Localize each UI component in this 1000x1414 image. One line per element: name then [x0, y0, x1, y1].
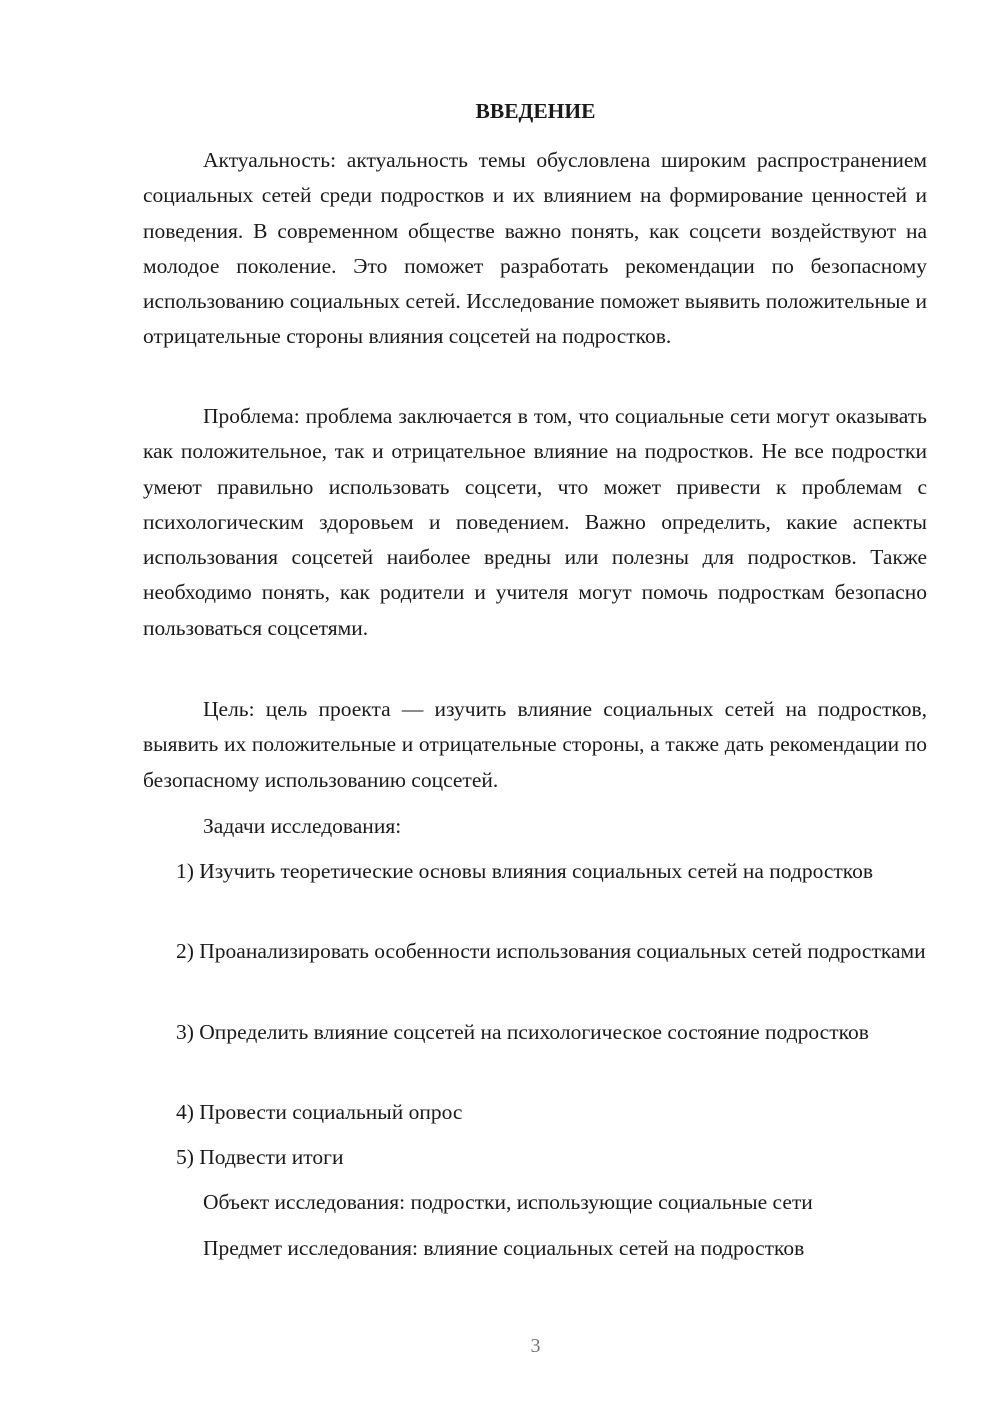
relevance-paragraph: Актуальность: актуальность темы обусловлена широким распространением социальных сетей среди подростков и их влиянием на формирование ценностей и поведения. В современном обществе важно понять, как соцсети воздействуют на молодое поколение. Это поможет разработать рекомендации по безопасному использованию социальных сетей. Исследование поможет выявить положительные и отрицательные стороны влияния соцсетей на подростков. — [143, 148, 927, 349]
task-item-2: 2) Проанализировать особенности использования социальных сетей подростками — [176, 939, 926, 963]
task-item-5: 5) Подвести итоги — [176, 1145, 344, 1169]
task-item-3: 3) Определить влияние соцсетей на психологическое состояние подростков — [176, 1020, 869, 1044]
section-heading: ВВЕДЕНИЕ — [475, 99, 596, 123]
problem-paragraph: Проблема: проблема заключается в том, что социальные сети могут оказывать как положительное, так и отрицательное влияние на подростков. Не все подростки умеют правильно использовать соцсети, что может привести к проблемам с психологическим здоровьем и поведением. Важно определить, какие аспекты использования соцсетей наиболее вредны или полезны для подростков. Также необходимо понять, как родители и учителя могут помочь подросткам безопасно пользоваться соцсетями. — [143, 404, 927, 640]
page-number: 3 — [530, 1335, 541, 1357]
research-subject: Предмет исследования: влияние социальных сетей на подростков — [203, 1236, 805, 1260]
tasks-title: Задачи исследования: — [203, 814, 402, 838]
goal-paragraph: Цель: цель проекта — изучить влияние социальных сетей на подростков, выявить их положительные и отрицательные стороны, а также дать рекомендации по безопасному использованию соцсетей. — [143, 697, 927, 792]
task-item-4: 4) Провести социальный опрос — [176, 1100, 463, 1124]
research-object: Объект исследования: подростки, использующие социальные сети — [203, 1190, 813, 1214]
task-item-1: 1) Изучить теоретические основы влияния социальных сетей на подростков — [176, 859, 874, 883]
